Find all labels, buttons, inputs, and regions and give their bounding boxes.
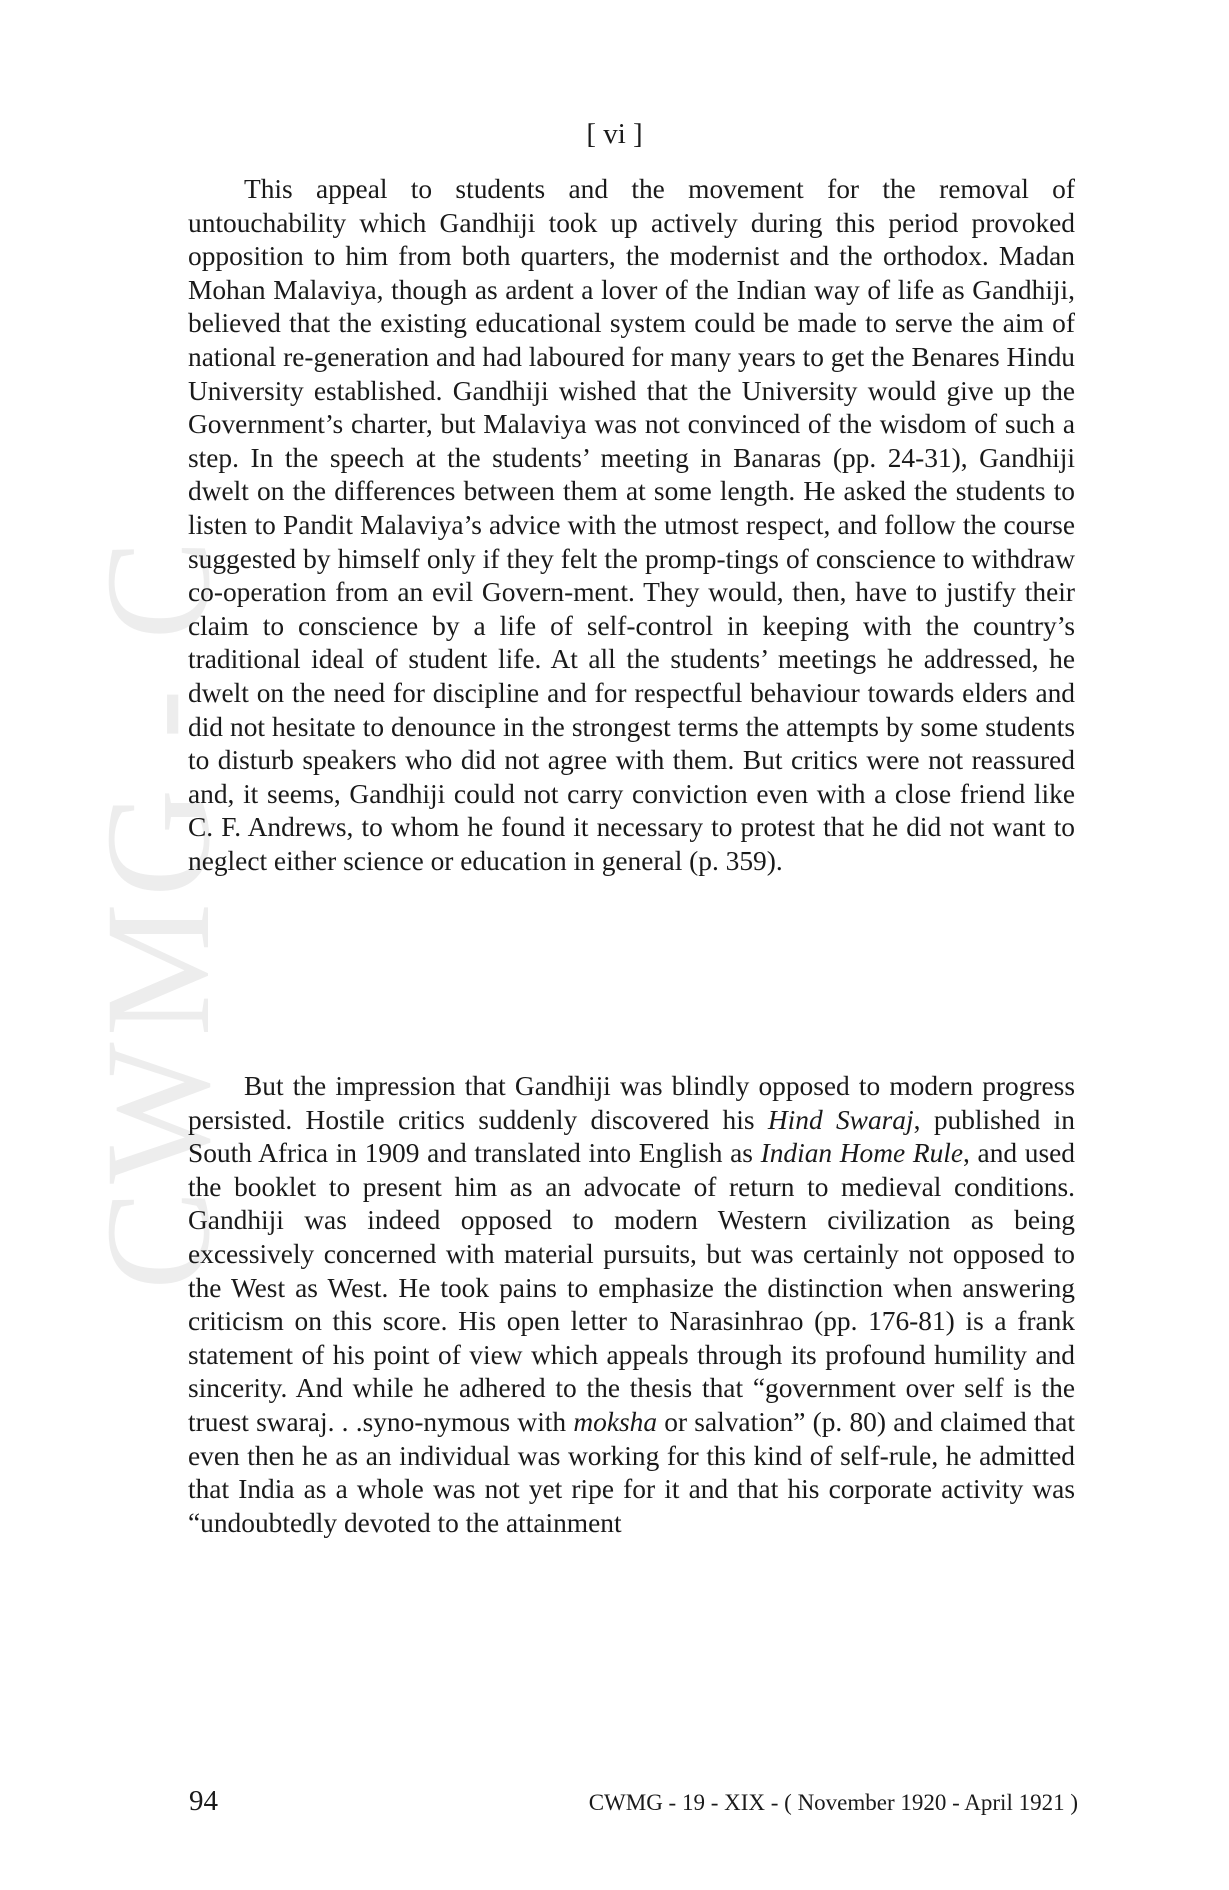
- paragraph-text: [188, 173, 1075, 878]
- italic-title: Hind Swaraj: [767, 1104, 914, 1135]
- text-run: , and used the booklet to present him as an advocate of return to medieval conditions. Gandhiji was indeed opposed to modern Western civilization as being excessively concerned with material pursuits, but was certainly not opposed to the West as West. He took pains to emphasize the distinction when answering criticism on this score. His open letter to Narasinhrao (pp. 176-81) is a frank statement of his point of view which appeals through its profound humility and sincerity. And while he adhered to the thesis that “government over self is the truest swaraj. . .syno-nymous with: [188, 1138, 1075, 1437]
- volume-reference: CWMG - 19 - XIX - ( November 1920 - April 1921 ): [588, 1790, 1078, 1815]
- body-paragraph-1: [188, 173, 1075, 878]
- text-run: This appeal to students and the movement for the removal of untouchability which Gandhiji took up actively during this period provoked opposition to him from both quarters, the modernist and the orthodox. Madan Mohan Malaviya, though as ardent a lover of the Indian way of life as Gandhiji, believed that the existing educational system could be made to serve the aim of national re-generation and had laboured for many years to get the Benares Hindu University established. Gandhiji wished that the University would give up the Government’s charter, but Malaviya was not convinced of the wisdom of such a step. In the speech at the students’ meeting in Banaras (pp. 24-31), Gandhiji dwelt on the differences between them at some length. He asked the students to listen to Pandit Malaviya’s advice with the utmost respect, and follow the course suggested by himself only if they felt the promp-tings of conscience to withdraw co-operation from an evil Govern-ment. They would, then, have to justify their claim to conscience by a life of self-control in keeping with the country’s traditional ideal of student life. At all the students’ meetings he addressed, he dwelt on the need for discipline and for respectful behaviour towards elders and did not hesitate to denounce in the strongest terms the attempts by some students to disturb speakers who did not agree with them. But critics were not reassured and, it seems, Gandhiji could not carry conviction even with a close friend like C. F. Andrews, to whom he found it necessary to protest that he did not want to neglect either science or education in general (p. 359).: [188, 174, 1075, 876]
- watermark: CWMG - C: [75, 533, 241, 1290]
- paragraph-text: [188, 1070, 1075, 1540]
- body-paragraph-2: [188, 1070, 1075, 1540]
- text-run: , published in South Africa in 1909 and translated into English as: [188, 1104, 1075, 1169]
- text-run: or salvation” (p. 80) and claimed that even then he as an individual was working for this kind of self-rule, he admitted that India as a whole was not yet ripe for it and that his corporate activity was “undoubtedly devoted to the attainment: [188, 1406, 1075, 1538]
- page-header: [ vi ]: [586, 118, 643, 150]
- italic-title: Indian Home Rule: [760, 1138, 964, 1169]
- text-run: But the impression that Gandhiji was blindly opposed to modern progress persisted. Hostile critics suddenly discovered his: [188, 1071, 1075, 1135]
- page-number: 94: [189, 1785, 218, 1817]
- italic-title: moksha: [573, 1406, 658, 1437]
